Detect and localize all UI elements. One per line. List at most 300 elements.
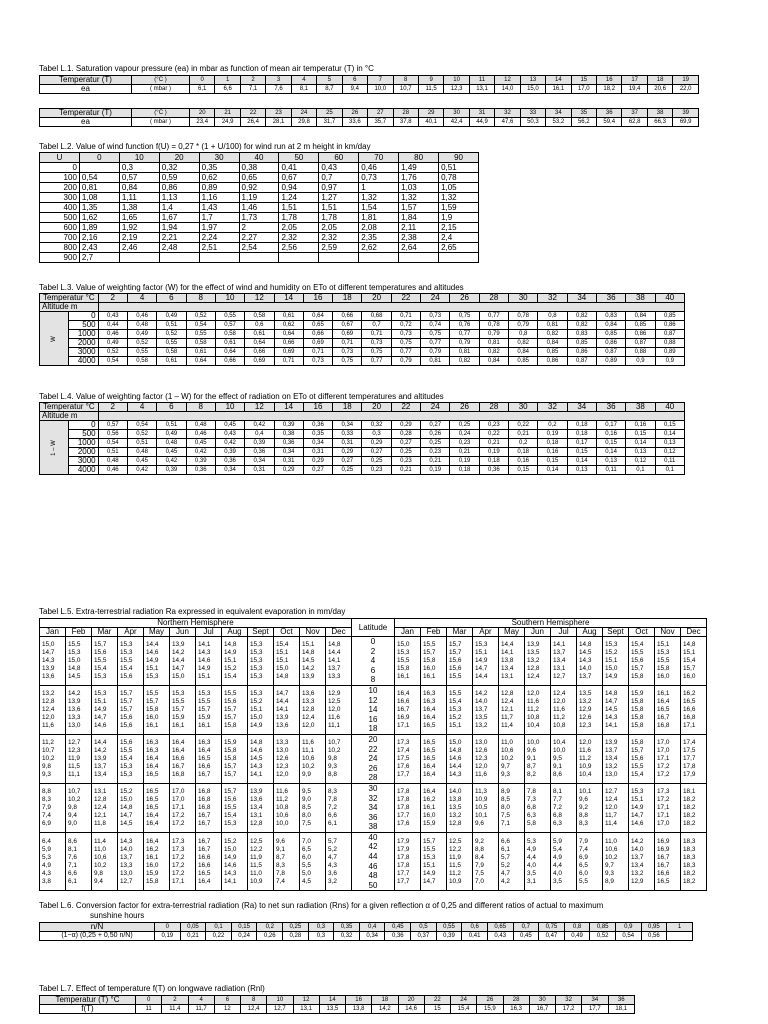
latitude-value: 8 xyxy=(370,675,376,685)
temperature-header: 6 xyxy=(157,403,186,412)
ft-cell: 16,7 xyxy=(529,1005,555,1014)
table-cell: 2,43 xyxy=(79,243,119,253)
radiation-cell: 15,5 15,7 15,8 16,0 16,1 xyxy=(144,685,170,734)
month-header: Sept xyxy=(248,628,274,637)
latitude-value: 22 xyxy=(368,744,378,754)
table-cell: 0,45 xyxy=(215,421,244,430)
ft-cell: 16,3 xyxy=(503,1005,529,1014)
temperature-header: 34 xyxy=(567,294,596,303)
table-cell: 0,86 xyxy=(159,183,199,193)
table-cell: 0,34 xyxy=(333,421,362,430)
table-cell: 0,26 xyxy=(421,430,450,439)
ea-cell: 10,7 xyxy=(393,85,418,94)
table-l4-caption: Tabel L.4. Value of weighting factor (1 – W) for the effect of radiation on ETo ot different temperatures and altitudes xyxy=(39,392,444,401)
temperature-header: 40 xyxy=(655,294,684,303)
table-cell: 0,79 xyxy=(479,330,508,339)
table-cell: 0,38 xyxy=(274,430,303,439)
radiation-cell: 7,0 6,5 6,0 5,5 5,0 4,5 xyxy=(300,832,326,891)
table-cell: 0,86 xyxy=(567,348,596,357)
ea-cell: 40,1 xyxy=(418,118,443,127)
radiation-cell: 15,6 15,5 15,4 15,3 15,3 xyxy=(118,734,144,783)
table-cell: 0,31 xyxy=(333,439,362,448)
factor-cell: 0,45 xyxy=(513,932,539,941)
ft-cell: 12,7 xyxy=(267,1005,293,1014)
row-header: 400 xyxy=(40,203,80,213)
table-cell: 0,66 xyxy=(303,330,332,339)
temperature-header: 28 xyxy=(479,294,508,303)
ratio-cell: 0,65 xyxy=(487,923,513,932)
table-cell: 0,54 xyxy=(98,439,127,448)
table-cell: 1,9 xyxy=(439,213,479,223)
temperature-header: 36 xyxy=(596,403,625,412)
temperature-header: 14 xyxy=(274,294,303,303)
ratio-cell: 0,1 xyxy=(206,923,232,932)
radiation-cell: 15,4 15,1 15,1 15,0 14,8 xyxy=(274,637,300,686)
table-cell: 1,35 xyxy=(79,203,119,213)
radiation-cell: 15,5 15,3 15,0 14,8 14,5 xyxy=(66,637,92,686)
latitude-value: 32 xyxy=(368,793,378,803)
ea-cell: 12,3 xyxy=(444,85,469,94)
table-cell: 2,64 xyxy=(399,243,439,253)
latitude-header: Latitude xyxy=(352,619,395,637)
ea-cell: 15,0 xyxy=(520,85,545,94)
radiation-cell: 17,8 17,8 17,8 17,7 17,6 xyxy=(395,783,421,832)
ea-cell: 20,6 xyxy=(647,85,672,94)
radiation-cell: 15,3 15,3 15,5 15,4 15,6 xyxy=(118,637,144,686)
row-header: 700 xyxy=(40,233,80,243)
month-header: Mar xyxy=(92,628,118,637)
table-cell: 0,36 xyxy=(274,439,303,448)
table-cell: 0,64 xyxy=(186,357,215,366)
table-cell: 0,77 xyxy=(362,357,391,366)
month-header: Feb xyxy=(66,628,92,637)
table-cell: 0,18 xyxy=(450,466,479,475)
radiation-cell: 16,5 16,5 16,5 16,4 16,4 xyxy=(144,783,170,832)
latitude-group-row xyxy=(40,734,707,783)
table-cell: 2,46 xyxy=(119,243,159,253)
temperature-cell: 2 xyxy=(162,996,188,1005)
radiation-cell: 14,8 14,7 14,5 14,3 14,1 xyxy=(603,685,629,734)
table-cell: 2,05 xyxy=(319,223,359,233)
table-cell: 0,79 xyxy=(421,348,450,357)
table-l4 xyxy=(39,402,685,475)
ea-cell: 53,2 xyxy=(546,118,571,127)
table-cell: 0,51 xyxy=(127,439,156,448)
radiation-cell: 8,1 7,7 7,2 6,8 6,3 xyxy=(551,783,577,832)
table-cell: 0,25 xyxy=(450,421,479,430)
ratio-cell: 0,95 xyxy=(641,923,667,932)
column-header: 70 xyxy=(359,153,399,163)
row-label: Temperatur (T) °C xyxy=(40,996,136,1005)
table-cell: 0,28 xyxy=(391,430,420,439)
latitude-cell xyxy=(352,637,395,686)
table-cell: 0,81 xyxy=(538,321,567,330)
temperature-cell: 0 xyxy=(136,996,162,1005)
table-row xyxy=(40,163,479,173)
table-cell: 0,21 xyxy=(509,430,538,439)
latitude-value: 18 xyxy=(368,724,378,734)
altitude-cell: 0 xyxy=(69,421,98,430)
row-label: Temperatur (T) xyxy=(40,76,132,85)
table-cell: 0,78 xyxy=(439,173,479,183)
month-header: Jul xyxy=(551,628,577,637)
table-cell: 0,82 xyxy=(450,357,479,366)
ft-cell: 11,7 xyxy=(188,1005,214,1014)
ratio-cell: 0,25 xyxy=(283,923,309,932)
radiation-cell: 15,2 15,0 14,8 14,7 14,5 xyxy=(118,783,144,832)
latitude-value: 16 xyxy=(368,714,378,724)
table-cell: 0,51 xyxy=(157,421,186,430)
table-cell: 0,36 xyxy=(245,448,274,457)
ea-cell: 42,4 xyxy=(444,118,469,127)
table-cell: 0,84 xyxy=(119,183,159,193)
altitude-cell: 3000 xyxy=(69,348,98,357)
table-cell: 0,62 xyxy=(274,321,303,330)
radiation-cell: 15,7 15,7 15,7 15,6 15,6 xyxy=(118,685,144,734)
latitude-cell xyxy=(352,685,395,734)
table-cell: 0,82 xyxy=(538,330,567,339)
table-cell: 0,35 xyxy=(303,430,332,439)
table-cell: 0,58 xyxy=(157,348,186,357)
table-cell: 0,9 xyxy=(655,357,684,366)
table-cell: 0,73 xyxy=(359,173,399,183)
table-cell: 0,12 xyxy=(626,457,655,466)
table-cell: 0,29 xyxy=(391,421,420,430)
table-cell: 1,76 xyxy=(399,173,439,183)
table-l5 xyxy=(39,618,707,891)
table-cell: 2,4 xyxy=(439,233,479,243)
table-cell: 1,51 xyxy=(279,203,319,213)
radiation-cell: 10,4 10,0 9,5 9,1 8,6 xyxy=(551,734,577,783)
radiation-cell: 14,2 14,0 13,7 13,4 13,2 12,9 xyxy=(629,832,655,891)
factor-cell: 0,56 xyxy=(641,932,667,941)
altitude-cell: 4000 xyxy=(69,357,98,366)
factor-cell: 0,47 xyxy=(539,932,565,941)
table-cell: 0,61 xyxy=(245,330,274,339)
table-cell: 0,74 xyxy=(421,321,450,330)
row-label: n/N xyxy=(40,923,155,932)
temperature-cell: 16 xyxy=(597,76,622,85)
ft-cell: 17,7 xyxy=(582,1005,608,1014)
table-l1-part2 xyxy=(39,108,699,127)
table-cell: 0,46 xyxy=(359,163,399,173)
column-header: 20 xyxy=(159,153,199,163)
table-cell: 0,33 xyxy=(333,430,362,439)
month-header: Jun xyxy=(170,628,196,637)
row-label: f(T) xyxy=(40,1005,136,1014)
temperature-cell: 18 xyxy=(647,76,672,85)
factor-cell: 0,32 xyxy=(334,932,360,941)
table-cell: 0,18 xyxy=(567,421,596,430)
table-cell: 0,48 xyxy=(98,457,127,466)
table-cell: 0,66 xyxy=(215,357,244,366)
ea-cell: 10,0 xyxy=(368,85,393,94)
month-header: Aug xyxy=(577,628,603,637)
table-cell: 1,54 xyxy=(359,203,399,213)
temperature-cell: 37 xyxy=(622,109,647,118)
table-cell: 0,1 xyxy=(655,466,684,475)
table-cell: 0,15 xyxy=(538,457,567,466)
latitude-cell xyxy=(352,783,395,832)
table-cell: 0,52 xyxy=(186,312,215,321)
table-cell: 0,16 xyxy=(509,457,538,466)
radiation-cell: 16,4 16,2 16,1 16,0 15,9 xyxy=(421,783,447,832)
table-cell: 0,18 xyxy=(479,457,508,466)
table-cell: 2,27 xyxy=(239,233,279,243)
latitude-value: 4 xyxy=(370,656,376,666)
table-cell: 0,42 xyxy=(215,439,244,448)
table-l2 xyxy=(39,152,479,263)
table-cell: 0,14 xyxy=(567,457,596,466)
temperature-header: 12 xyxy=(245,294,274,303)
table-cell: 0,3 xyxy=(362,430,391,439)
radiation-cell: 12,4 12,0 11,6 11,2 10,8 xyxy=(551,685,577,734)
table-cell: 0,25 xyxy=(333,466,362,475)
table-cell: 0,16 xyxy=(596,430,625,439)
temperature-cell: 1 xyxy=(215,76,240,85)
temperature-cell: 7 xyxy=(368,76,393,85)
temperature-header: 16 xyxy=(303,403,332,412)
table-cell: 0,83 xyxy=(567,330,596,339)
table-cell: 0,1 xyxy=(626,466,655,475)
table-cell: 0,54 xyxy=(79,173,119,183)
table-cell: 0,52 xyxy=(98,348,127,357)
table-cell: 0,39 xyxy=(157,466,186,475)
ea-cell: 66,3 xyxy=(647,118,672,127)
factor-cell: 0,19 xyxy=(155,932,181,941)
ea-cell: 29,8 xyxy=(291,118,316,127)
ea-cell: 7,1 xyxy=(240,85,265,94)
radiation-cell: 16,7 16,7 16,6 16,6 16,5 16,4 xyxy=(196,832,222,891)
table-cell: 1,81 xyxy=(359,213,399,223)
table-cell: 0,34 xyxy=(303,439,332,448)
table-cell: 0,58 xyxy=(186,339,215,348)
radiation-cell: 12,7 12,3 11,9 11,5 11,1 xyxy=(66,734,92,783)
radiation-cell: 10,7 10,2 9,8 9,3 8,8 xyxy=(326,734,352,783)
table-cell: 0,23 xyxy=(450,439,479,448)
table-cell: 0,75 xyxy=(362,348,391,357)
table-cell: 0,86 xyxy=(655,321,684,330)
table-cell: 2,05 xyxy=(279,223,319,233)
radiation-cell: 14,1 14,3 14,6 14,9 15,1 xyxy=(196,637,222,686)
radiation-cell: 13,6 13,3 12,8 12,4 12,0 xyxy=(300,685,326,734)
table-cell: 0,56 xyxy=(98,430,127,439)
month-header: Oct xyxy=(274,628,300,637)
temperature-header: 30 xyxy=(509,294,538,303)
temperature-cell: 26 xyxy=(342,109,367,118)
radiation-cell: 15,5 15,7 15,8 16,0 16,1 xyxy=(421,637,447,686)
latitude-value: 0 xyxy=(370,637,376,646)
table-cell: 0,11 xyxy=(596,466,625,475)
table-cell: 2,59 xyxy=(319,243,359,253)
table-cell: 0,15 xyxy=(655,421,684,430)
table-cell: 0,24 xyxy=(450,430,479,439)
table-cell: 0,64 xyxy=(303,312,332,321)
table-cell: 0,87 xyxy=(567,357,596,366)
radiation-cell: 15,3 15,3 15,3 15,3 15,3 xyxy=(248,637,274,686)
table-cell: 1,59 xyxy=(439,203,479,213)
row-header: 200 xyxy=(40,183,80,193)
table-cell: 0,15 xyxy=(626,430,655,439)
table-l3 xyxy=(39,293,685,366)
table-cell xyxy=(319,253,359,263)
radiation-cell: 14,8 14,5 14,3 14,0 13,7 xyxy=(577,637,603,686)
radiation-cell: 16,4 16,6 16,7 16,9 17,1 xyxy=(395,685,421,734)
radiation-cell: 11,6 11,2 10,8 10,6 10,0 xyxy=(274,783,300,832)
table-cell: 0,49 xyxy=(98,339,127,348)
ea-cell: 33,6 xyxy=(342,118,367,127)
table-cell: 0,85 xyxy=(655,312,684,321)
table-cell: 1,19 xyxy=(239,193,279,203)
table-cell: 1,32 xyxy=(439,193,479,203)
temperature-cell: 28 xyxy=(393,109,418,118)
table-cell: 0,27 xyxy=(362,448,391,457)
table-cell xyxy=(359,253,399,263)
radiation-cell: 7,8 7,3 6,8 6,3 5,8 xyxy=(525,783,551,832)
month-header: Sept xyxy=(603,628,629,637)
table-cell: 0,72 xyxy=(391,321,420,330)
table-cell: 1,43 xyxy=(199,203,239,213)
table-l5-caption: Tabel L.5. Extra-terrestrial radiation Ra expressed in equivalent evaporation in mm/day xyxy=(39,607,346,616)
table-cell: 2,24 xyxy=(199,233,239,243)
ea-cell: 44,9 xyxy=(469,118,494,127)
table-cell: 0,45 xyxy=(127,457,156,466)
table-cell: 2,51 xyxy=(199,243,239,253)
temperature-cell: 2 xyxy=(240,76,265,85)
table-cell: 2,48 xyxy=(159,243,199,253)
table-l6-caption: Tabel L.6. Conversion factor for extra-terrestrial radiation (Ra) to net sun radiation (Rns) for a given reflection α of 0,25 and different ratios of actual to maximum xyxy=(39,901,604,910)
table-cell: 0,97 xyxy=(319,183,359,193)
table-cell: 0,14 xyxy=(596,448,625,457)
table-cell: 1,94 xyxy=(159,223,199,233)
table-row xyxy=(40,173,479,183)
table-cell: 0,7 xyxy=(319,173,359,183)
latitude-value: 28 xyxy=(368,773,378,783)
table-row xyxy=(40,233,479,243)
radiation-cell: 8,3 7,8 7,2 6,6 6,1 xyxy=(326,783,352,832)
table-cell: 0,81 xyxy=(479,339,508,348)
ea-cell: 31,7 xyxy=(317,118,342,127)
month-header: Jun xyxy=(525,628,551,637)
radiation-cell: 16,3 16,3 16,4 16,4 16,5 xyxy=(421,685,447,734)
table-cell: 0,62 xyxy=(199,173,239,183)
table-cell: 0,6 xyxy=(245,321,274,330)
table-cell: 0,27 xyxy=(303,466,332,475)
table-cell: 0,85 xyxy=(567,339,596,348)
table-cell: 0,29 xyxy=(362,439,391,448)
ft-cell: 14,2 xyxy=(372,1005,398,1014)
temperature-cell: 38 xyxy=(647,109,672,118)
table-cell: 0,54 xyxy=(98,357,127,366)
table-cell: 0,89 xyxy=(199,183,239,193)
table-cell: 0,35 xyxy=(199,163,239,173)
table-cell: 0,29 xyxy=(274,466,303,475)
factor-cell: 0,24 xyxy=(231,932,257,941)
ea-cell: 8,7 xyxy=(317,85,342,94)
table-cell: 0,86 xyxy=(596,339,625,348)
table-cell: 2,54 xyxy=(239,243,279,253)
table-cell: 0,84 xyxy=(509,348,538,357)
ratio-cell: 0,05 xyxy=(180,923,206,932)
table-cell: 1,97 xyxy=(199,223,239,233)
temperature-header: 2 xyxy=(98,294,127,303)
temperature-cell: 8 xyxy=(393,76,418,85)
table-cell: 0,13 xyxy=(655,439,684,448)
table-cell: 0,89 xyxy=(596,357,625,366)
latitude-group-row xyxy=(40,685,707,734)
radiation-cell: 15,8 15,7 15,6 15,5 15,4 xyxy=(629,734,655,783)
table-header-row xyxy=(40,153,479,163)
table-cell: 0,75 xyxy=(421,330,450,339)
ea-cell: 18,2 xyxy=(597,85,622,94)
temperature-header: 4 xyxy=(127,294,156,303)
table-cell: 0,67 xyxy=(333,321,362,330)
table-cell: 0,46 xyxy=(186,430,215,439)
temperature-header: 22 xyxy=(391,294,420,303)
table-cell: 0,16 xyxy=(538,448,567,457)
table-cell: 0,39 xyxy=(274,421,303,430)
radiation-cell: 12,0 11,6 11,2 10,8 10,4 xyxy=(525,685,551,734)
radiation-cell: 14,4 14,2 13,9 13,7 13,4 xyxy=(92,734,118,783)
temperature-cell: 33 xyxy=(520,109,545,118)
table-cell: 0,58 xyxy=(127,357,156,366)
table-cell: 1,05 xyxy=(439,183,479,193)
radiation-cell: 13,9 14,2 14,4 14,7 15,0 xyxy=(170,637,196,686)
row-header: 100 xyxy=(40,173,80,183)
temperature-cell: 19 xyxy=(673,76,699,85)
temperature-cell: 18 xyxy=(372,996,398,1005)
table-cell: 0,54 xyxy=(186,321,215,330)
temperature-cell: 14 xyxy=(546,76,571,85)
table-cell xyxy=(119,253,159,263)
temperature-header: 34 xyxy=(567,403,596,412)
radiation-cell: 16,3 16,3 16,4 16,4 16,5 xyxy=(144,734,170,783)
table-cell: 2,7 xyxy=(79,253,119,263)
table-cell: 0,75 xyxy=(333,357,362,366)
column-header: 60 xyxy=(319,153,359,163)
table-cell: 0,85 xyxy=(509,357,538,366)
ft-cell: 15,4 xyxy=(451,1005,477,1014)
radiation-cell: 5,7 5,2 4,7 4,3 3,6 3,2 xyxy=(326,832,352,891)
table-l7 xyxy=(39,995,635,1014)
table-cell: 0,55 xyxy=(157,339,186,348)
table-cell: 0,22 xyxy=(509,421,538,430)
table-cell: 1,73 xyxy=(239,213,279,223)
table-cell: 0,12 xyxy=(655,448,684,457)
table-cell: 0,23 xyxy=(421,448,450,457)
table-cell: 0,55 xyxy=(215,312,244,321)
table-cell: 0,14 xyxy=(538,466,567,475)
ea-cell: 35,7 xyxy=(368,118,393,127)
temperature-header: 6 xyxy=(157,294,186,303)
table-cell: 0,84 xyxy=(538,339,567,348)
table-cell: 0,39 xyxy=(186,457,215,466)
radiation-cell: 15,3 15,1 14,9 14,7 14,6 xyxy=(629,783,655,832)
column-header: 40 xyxy=(239,153,279,163)
latitude-value: 12 xyxy=(368,695,378,705)
table-cell xyxy=(79,163,119,173)
ea-cell: 7,6 xyxy=(266,85,291,94)
column-header: 10 xyxy=(119,153,159,163)
temperature-cell: 34 xyxy=(546,109,571,118)
table-cell: 0,17 xyxy=(567,439,596,448)
month-header: May xyxy=(499,628,525,637)
table-cell: 1,7 xyxy=(199,213,239,223)
table-cell: 0,86 xyxy=(626,330,655,339)
table-cell: 0,82 xyxy=(509,339,538,348)
radiation-cell: 6,4 5,9 5,3 4,9 4,3 3,8 xyxy=(40,832,66,891)
table-cell: 0,45 xyxy=(186,439,215,448)
